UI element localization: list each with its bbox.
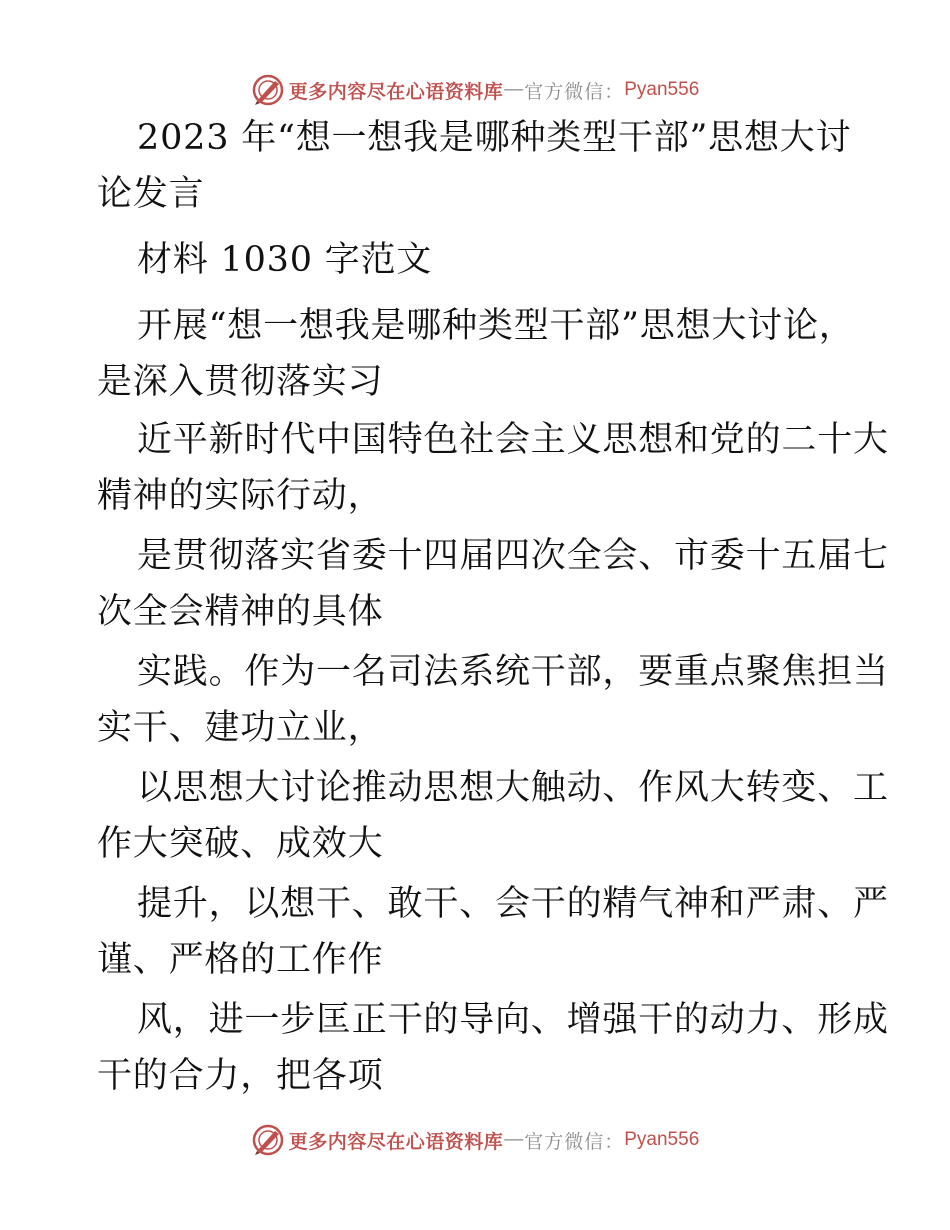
paragraph-line: 干的合力，把各项: [97, 1056, 384, 1096]
document-title-line-1: 2023 年“想一想我是哪种类型干部”思想大讨: [137, 118, 852, 158]
site-name: 更多内容尽在心语资料库: [288, 1130, 504, 1153]
site-name: 更多内容尽在心语资料库: [288, 80, 504, 103]
wechat-id: Pyan556: [624, 79, 700, 100]
paragraph-line: 实践。作为一名司法系统干部，要重点聚焦担当: [137, 652, 889, 692]
paragraph-line: 是深入贯彻落实习: [97, 362, 384, 402]
paragraph-line: 开展“想一想我是哪种类型干部”思想大讨论，: [137, 306, 855, 346]
paragraph-line: 以思想大讨论推动思想大触动、作风大转变、工: [137, 768, 889, 808]
paragraph-line: 精神的实际行动，: [97, 476, 384, 516]
wechat-id: Pyan556: [624, 1129, 700, 1150]
wechat-label: 官方微信：: [524, 1130, 625, 1153]
paragraph-line: 提升，以想干、敢干、会干的精气神和严肃、严: [137, 884, 889, 924]
header-watermark: [0, 70, 950, 110]
pen-logo-icon: [251, 73, 285, 107]
paragraph-line: 谨、严格的工作作: [97, 940, 384, 980]
wechat-label: 官方微信：: [524, 80, 625, 103]
paragraph-line: 次全会精神的具体: [97, 592, 384, 632]
paragraph-line: 是贯彻落实省委十四届四次全会、市委十五届七: [137, 536, 889, 576]
document-title-line-2: 论发言: [97, 174, 205, 214]
paragraph-line: 实干、建功立业，: [97, 708, 384, 748]
separator-dash: —: [504, 79, 524, 100]
paragraph-line: 作大突破、成效大: [97, 824, 384, 864]
document-subtitle: 材料 1030 字范文: [137, 240, 433, 280]
separator-dash: —: [504, 1129, 524, 1150]
paragraph-line: 风，进一步匡正干的导向、增强干的动力、形成: [137, 1000, 889, 1040]
footer-watermark: [0, 1120, 950, 1160]
paragraph-line: 近平新时代中国特色社会主义思想和党的二十大: [137, 420, 889, 460]
pen-logo-icon: [251, 1123, 285, 1157]
